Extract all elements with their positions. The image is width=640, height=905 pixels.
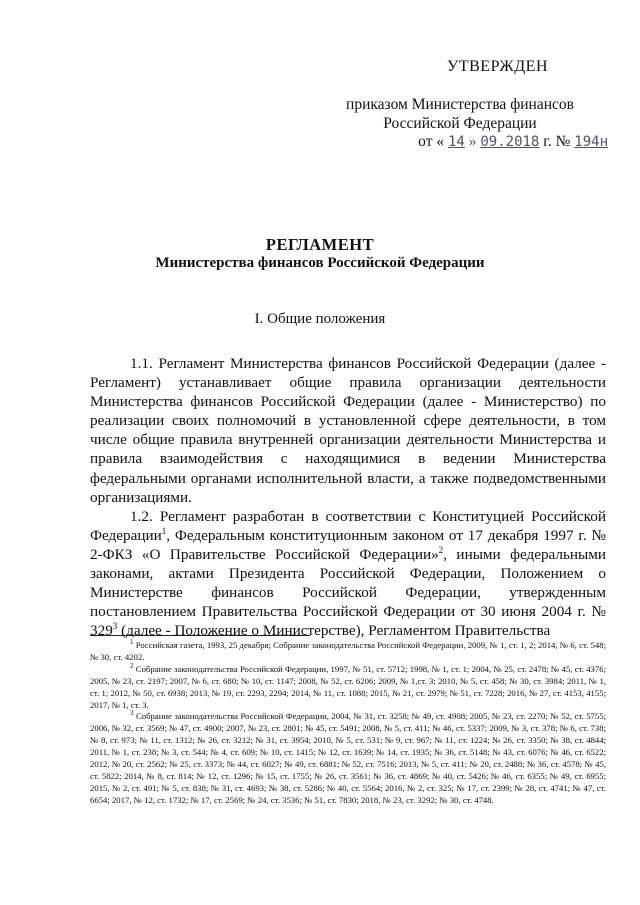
footnotes [90,640,606,807]
footnote-ref-3: 3 [112,621,118,632]
footnote-divider [90,635,310,636]
order-day: 14 [448,134,465,150]
paragraph-1-2: 1.2. Регламент разработан в соответствии с Конституцией Российской Федерации$^1$, Федеральным конституционным законом от 17 декабря 1997 г. № 2-ФКЗ «О Правительстве Российской Федерации»$^2$, иными федеральными законами, актами Президента Российской Федерации, Положением о Министерстве финансов Российской Федерации, утвержденным постановлением Правительства Российской Федерации от 30 июня 2004 г. № $329^3$ (далее - Положение о Министерстве), Регламентом Правительства [90,507,606,640]
body-text [90,354,606,640]
order-date-prefix: от « [418,133,445,150]
order-number: 194н [574,134,608,150]
approval-stamp: УТВЕРЖДЕН [447,58,548,75]
order-date-mid: » [468,133,477,150]
order-date-number [418,133,608,151]
footnote-ref-2: 2 [438,544,444,555]
document-title: РЕГЛАМЕНТ [265,235,375,254]
order-number-prefix: г. № [543,133,571,150]
paragraph-1-1: 1.1. Регламент Министерства финансов Российской Федерации (далее - Регламент) устанавливает общие правила организации деятельности Министерства финансов Российской Федерации (далее - Министерство) по реализации своих полномочий в установленной сфере деятельности, в том числе общие правила внутренней организации деятельности Министерства и правила взаимодействия с находящимися в ведении Министерства федеральными органами исполнительной власти, а также подведомственными организациями. [90,355,606,506]
footnote-ref-1: 1 [161,525,167,536]
document-subtitle: Министерства финансов Российской Федерации [155,255,485,271]
footnote-3: $^3$ Собрание законодательства Российской Федерации, 2004, № 31, ст. 3258; № 49, ст. 4908; 2005, № 23, ст. 2270; № 52, ст. 5755; 2006, № 32, ст. 3569; № 47, ст. 4900; 2007, № 23, ст. 2801; № 45, ст. 5491; 2008, № 5, ст. 411; № 46, ст. 5337; 2009, № 3, ст. 378; № 6, ст. 738; № 8, ст. 973; № 11, ст. 1312; № 26, ст. 3212; № 31, ст. 3954; 2010, № 5, ст. 531; № 9, ст. 967; № 11, ст. 1224; № 26, ст. 3350; № 38, ст. 4844; 2011, № 1, ст. 238; № 3, ст. 544; № 4, ст. 609; № 10, ст. 1415; № 12, ст. 1639; № 14, ст. 1935; № 36, ст. 5148; № 43, ст. 6076; № 46, ст. 6522; 2012, № 20, ст. 2562; № 25, ст. 3373; № 44, ст. 6027; № 49, ст. 6881; № 52, ст. 7516; 2013, № 5, ст. 411; № 20, ст. 2488; № 36, ст. 4578; № 45, ст. 5822; 2014, № 8, ст. 814; № 12, ст. 1296; № 15, ст. 1755; № 26, ст. 3561; № 36, ст. 4869; № 40, ст. 5426; № 46, ст. 6355; № 49, ст. 6955; 2015, № 2, ст. 491; № 5, ст. 838; № 31, ст. 4693; № 38, ст. 5286; № 40, ст. 5564; 2016, № 2, ст. 325; № 17, ст. 2399; № 28, ст. 4741; № 47, ст. 6654; 2017, № 12, ст. 1732; № 17, ст. 2569; № 24, ст. 3536; № 51, ст. 7830; 2018, № 23, ст. 3292; № 30, ст. 4748. [90,709,606,805]
order-reference [310,95,610,133]
order-line-2: Российской Федерации [383,115,537,132]
order-date: 09.2018 [480,134,540,150]
footnote-1: $^1$ Российская газета, 1993, 25 декабря; Собрание законодательства Российской Федерации, 2009, № 1, ст. 1, 2; 2014, № 6, ст. 548; № 30, ст. 4202. [90,638,606,662]
section-heading: I. Общие положения [254,311,386,327]
footnote-2: $^2$ Собрание законодательства Российской Федерации, 1997, № 51, ст. 5712; 1998, № 1, ст. 1; 2004, № 25, ст. 2478; № 45, ст. 4376; 2005, № 23, ст. 2197; 2007, № 6, ст. 680; № 10, ст. 1147; 2008, № 52, ст. 6206; 2009, № 1,ст. 3; 2010, № 5, ст. 458; № 30, ст. 3984; 2011, № 1, ст. 1; 2012, № 50, ст. 6938; 2013, № 19, ст. 2293, 2294; 2014, № 11, ст. 1088; 2015, № 21, ст. 2979; № 51, ст. 7228; 2016, № 27, ст. 4153, 4155; 2017, № 1, ст. 3. [90,661,606,710]
order-line-1: приказом Министерства финансов [346,96,574,113]
